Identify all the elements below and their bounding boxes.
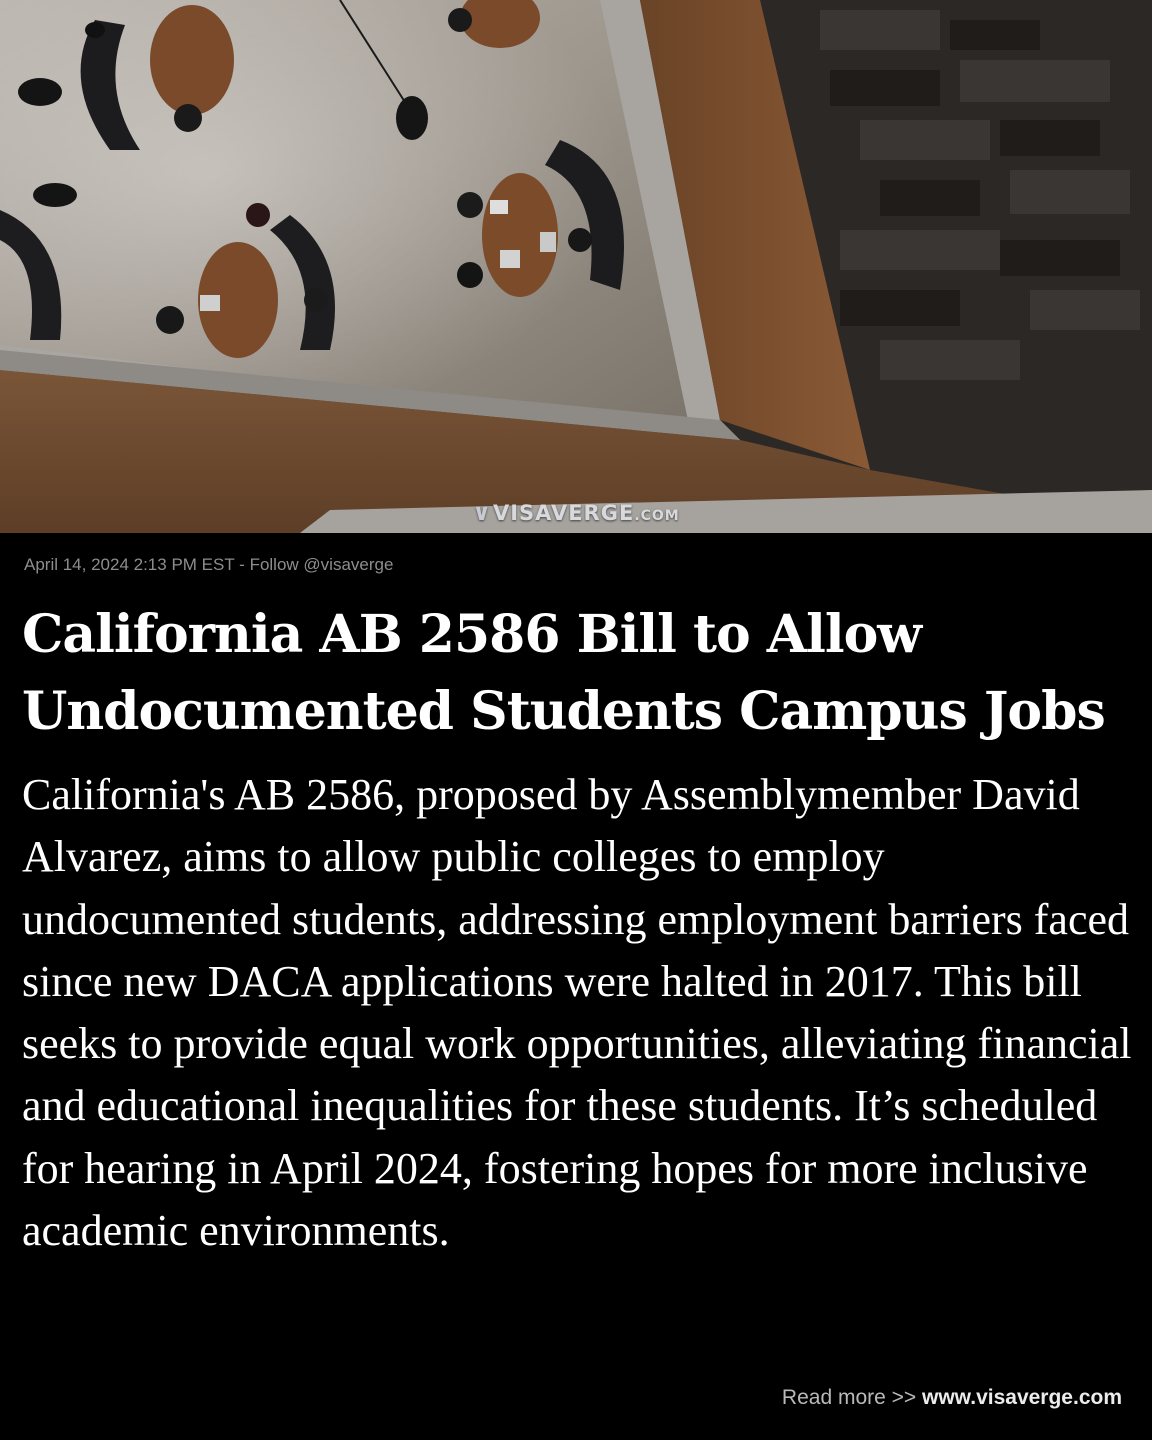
article-body: California's AB 2586, proposed by Assemblymember David Alvarez, aims to allow public colleges to employ undocumented students, addressing employment barriers faced since new DACA applications were halted in 2017. This bill seeks to provide equal work opportunities, alleviating financial and educational inequalities for these students. It’s scheduled for hearing in April 2024, fostering hopes for more inclusive academic environments. [22, 770, 1132, 1256]
follow-link[interactable]: Follow @visaverge [249, 555, 394, 574]
watermark-suffix: .COM [634, 508, 680, 524]
watermark-brand: VISAVERGE [492, 501, 635, 525]
article-title: California AB 2586 Bill to Allow Undocumented Students Campus Jobs [22, 604, 1105, 742]
article-date: April 14, 2024 2:13 PM EST [24, 555, 235, 574]
read-more-footer[interactable] [782, 1386, 1122, 1410]
meta-separator: - [239, 555, 245, 574]
visaverge-watermark [0, 500, 1152, 526]
site-url-link[interactable]: www.visaverge.com [922, 1386, 1122, 1409]
visaverge-v-logo-icon: ∨ [472, 500, 492, 526]
hero-photo-illustration [0, 0, 1152, 533]
hero-photo [0, 0, 1152, 533]
article-meta [24, 555, 393, 575]
read-more-label: Read more >> [781, 1386, 917, 1409]
